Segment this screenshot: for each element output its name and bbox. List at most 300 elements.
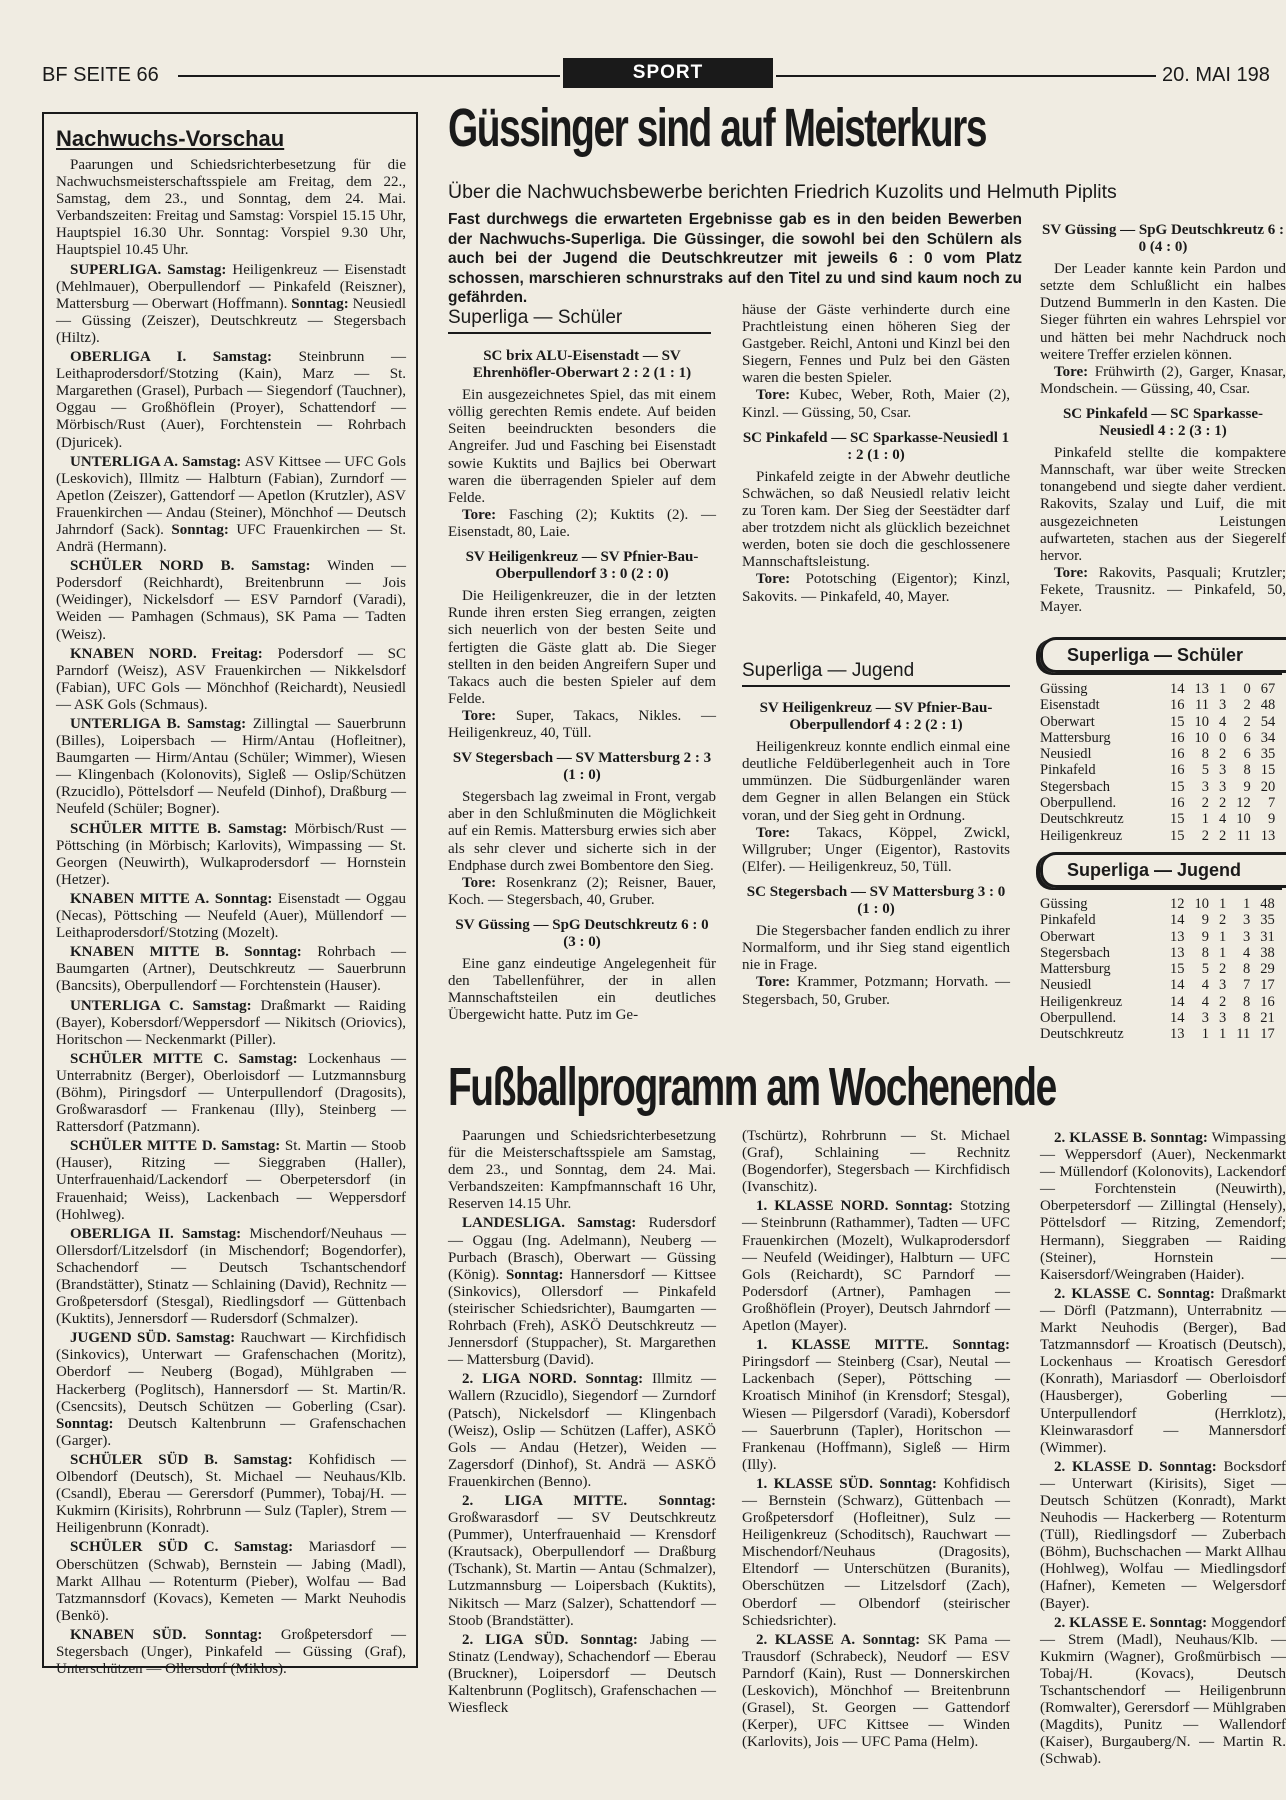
table-row: [1040, 912, 1275, 928]
article-paragraph: Pinkafeld stellte die kompaktere Mannschaft, war über weite Strecken tonangebend und siegte daher verdient. Rakovits, Szalay und Luif, die mit ausgezeichneten Leistungen aufwarteten, stachen aus der Siegerelf hervor.: [1040, 445, 1286, 564]
article-paragraph: Die Heiligenkreuzer, die in der letzten Runde ihren ersten Sieg errangen, zeigten sich neuerlich von der besten Seite und fertigten die Gäste glatt ab. Die Sieger stellten in den beiden Angreifern Super und Takacs auch die besten Spieler auf dem Felde.: [448, 588, 716, 707]
item-heading: SCHÜLER MITTE C. Samstag:: [70, 1050, 298, 1067]
page-number: BF SEITE 66: [42, 64, 159, 86]
table-value: 0: [1219, 729, 1227, 746]
fixture-paragraph: [742, 1632, 1010, 1752]
table-row: [1040, 929, 1275, 945]
vorschau-item: [56, 1627, 406, 1678]
item-text: Stotzing — Steinbrunn (Rathammer), Tadten — UFC Frauenkirchen (Mozelt), Wulkaprodersdorf — Neufeld (Weidinger), Halbturn — UFC Gols (Reichardt), SC Parndorf — Podersdorf (Artner), Pamhagen — Großhöflein (Proyer), Deutsch Jahrndorf — Apetlon (Mayer).: [742, 1198, 1010, 1335]
vorschau-item: [56, 349, 406, 452]
item-text: Rudersdorf — Oggau (Ing. Adelmann), Neuberg — Purbach (Brasch), Oberwart — Güssing (König).: [448, 1215, 716, 1283]
item-text: Mariasdorf — Oberschützen (Schwab), Bernstein — Jabing (Madl), Markt Allhau — Rotenturm (Pieber), Wolfau — Bad Tatzmannsdorf (Kovacs), Kemeten — Markt Neuhodis (Benkö).: [56, 1539, 406, 1624]
match-heading: SC Stegersbach — SV Mattersburg 3 : 0 (1 : 0): [746, 883, 1006, 918]
team-name: Stegersbach: [1040, 778, 1111, 795]
table-value: 1: [1219, 681, 1227, 697]
goals-label: Tore:: [756, 824, 791, 841]
table-value: 2: [1219, 827, 1227, 844]
article-paragraph: Die Stegersbacher fanden endlich zu ihrer Normalform, und ihr Sieg stand eigentlich nie in Frage.: [742, 923, 1010, 974]
item-text: Großpetersdorf — Stegersbach (Unger), Pinkafeld — Güssing (Graf), Unterschützen — Ollersdorf (Miklos).: [56, 1626, 406, 1678]
item-heading-2: Sonntag:: [291, 295, 349, 312]
table-value: 3: [1201, 1010, 1209, 1027]
team-name: Mattersburg: [1040, 729, 1111, 746]
table-value: 2: [1219, 746, 1227, 763]
team-name: Stegersbach: [1040, 944, 1111, 961]
item-text: Zillingtal — Sauerbrunn (Billes), Loipersbach — Hirm/Antau (Hofleitner), Baumgarten — Hirm/Antau (Schüler; Wimmer), Wiesen — Klingenbach (Kolonovits), Sigleß — Oslip/Schützen (Rzucidlo), Pöttelsdorf — Neufeld (Dinhof), Draßburg — Neufeld (Schüler; Bogner).: [56, 716, 406, 818]
programm-column-1: [448, 1128, 716, 1778]
item-heading: 2. KLASSE E. Sonntag:: [1054, 1614, 1208, 1631]
table-value: 13: [1260, 827, 1276, 844]
table-value: 10: [1194, 896, 1209, 912]
team-name: Oberwart: [1040, 713, 1095, 730]
table-value: 6: [1243, 729, 1251, 746]
item-heading: SCHÜLER SÜD B. Samstag:: [70, 1451, 293, 1468]
table-row: [1040, 994, 1275, 1010]
article-paragraph: Eine ganz eindeutige Angelegenheit für den Tabellenführer, der in allen Mannschaftsteilen ein deutliches Übergewicht hatte. Putz im Ge-: [448, 956, 716, 1024]
item-text: Draßmarkt — Dörfl (Patzmann), Unterrabnitz — Markt Neuhodis (Berger), Bad Tatzmannsdorf — Kroatisch (Deutsch), Lockenhaus — Kroatisch Geresdorf (Konrath), Mariasdorf — Oberloisdorf (Hausberger), Goberling — Unterpullendorf (Herrklotz), Kleinwarasdorf — Mannersdorf (Wimmer).: [1040, 1285, 1286, 1456]
table-row: [1040, 681, 1275, 697]
table-value: 2: [1219, 912, 1227, 929]
article-column-2a: [742, 302, 1010, 632]
team-name: Güssing: [1040, 681, 1088, 697]
table-value: 11: [1195, 697, 1209, 714]
table-value: 2: [1201, 827, 1209, 844]
team-name: Deutschkreutz: [1040, 811, 1124, 828]
item-heading: KNABEN NORD. Freitag:: [70, 645, 263, 662]
table-value: 14: [1170, 912, 1185, 929]
vorschau-item: [56, 944, 406, 995]
team-name: Neusiedl: [1040, 977, 1092, 994]
team-name: Oberwart: [1040, 928, 1095, 945]
table-value: 1: [1219, 944, 1227, 961]
section-label: SPORT: [563, 58, 773, 88]
item-heading: 2. KLASSE A. Sonntag:: [756, 1631, 921, 1648]
item-text-2: UFC Frauenkirchen — St. Andrä (Hermann).: [56, 521, 406, 556]
table-value: 9: [1268, 811, 1276, 828]
table-value: 4: [1219, 713, 1227, 730]
item-heading-2: Sonntag:: [505, 1266, 564, 1283]
item-heading: 2. LIGA MITTE. Sonntag:: [462, 1492, 716, 1509]
table-value: 7: [1242, 977, 1251, 994]
table-value: 14: [1170, 977, 1185, 994]
table-row: [1040, 1026, 1275, 1042]
vorschau-item: [56, 891, 406, 942]
table-value: 20: [1260, 778, 1276, 795]
goals-label: Tore:: [462, 707, 497, 724]
article-column-3: [1040, 214, 1286, 624]
item-text: Illmitz — Wallern (Rzucidlo), Siegendorf — Zurndorf (Patsch), Nickelsdorf — Klingenbach (Weisz), Oslip — Schützen (Laffer), ASKÖ Gols — Andau (Hetzer), Weiden — Zagersdorf (Dinhof), St. Andrä — ASKÖ Frauenkirchen (Benno).: [448, 1371, 716, 1490]
team-name: Eisenstadt: [1040, 697, 1100, 714]
goals-label: Tore:: [1054, 363, 1089, 380]
item-text: Eisenstadt — Oggau (Necas), Pöttsching — Neufeld (Auer), Müllendorf — Leithaprodersdorf/Stotzing (Mozelt).: [56, 890, 406, 942]
table-value: 16: [1170, 795, 1185, 812]
match-heading: SC Pinkafeld — SC Sparkasse-Neusiedl 1 : 2 (1 : 0): [742, 429, 1010, 463]
table-row: [1040, 746, 1275, 762]
table-value: 8: [1201, 944, 1209, 961]
team-name: Mattersburg: [1040, 961, 1111, 978]
goals-line: [742, 571, 1010, 605]
item-text-2: Hannersdorf — Kittsee (Sinkovics), Ollersdorf — Pinkafeld (steirischer Schiedsrichter), Baumgarten — Rohrbach (Freh), ASKÖ Deutschkreutz — Jennersdorf (Stuppacher), St. Margarethen — Mattersburg (David).: [448, 1266, 716, 1369]
table-row: [1040, 945, 1275, 961]
team-name: Oberpullend.: [1040, 1010, 1117, 1027]
table-value: 48: [1260, 697, 1276, 714]
table-row: [1040, 795, 1275, 811]
item-text: Großwarasdorf — SV Deutschkreutz (Pummer), Unterfrauenhaid — Krensdorf (Krautsack), Oberpullendorf — Draßburg (Tschank), St. Martin — Antau (Schmalzer), Lutzmannsburg — Loipersbach (Kuktits), Nikitsch — Marz (Salzer), Schattendorf — Stoob (Brandstätter).: [448, 1510, 716, 1629]
table-row: [1040, 1010, 1275, 1026]
table-value: 1: [1219, 896, 1227, 912]
article-lead: Fast durchwegs die erwarteten Ergebnisse gab es in den beiden Bewerben der Nachwuchs-Superliga. Die Güssinger, die sowohl bei den Schülern als auch bei der Jugend die Deutschkreutzer mit jeweils 6 : 0 vom Platz schossen, marschieren schnurstraks auf den Titel zu und sind kaum noch zu gefährden.: [448, 211, 1022, 306]
item-text: Rohrbach — Baumgarten (Artner), Deutschkreutz — Sauerbrunn (Bancsits), Oberpullendorf — Forchtenstein (Hauser).: [56, 944, 406, 995]
table-value: 16: [1170, 729, 1185, 746]
article-paragraph: Ein ausgezeichnetes Spiel, das mit einem völlig gerechten Remis endete. Auf beiden Seiten beeindruckten besonders die Angreifer. Jud und Fasching bei Eisenstadt sowie Kuktits und Bajlics bei Oberwart waren die überragenden Spieler auf dem Felde.: [448, 387, 716, 506]
item-text: Bocksdorf — Unterwart (Kirisits), Siget — Deutsch Schützen (Konradt), Markt Neuhodis — Hackerberg — Rotenturm (Tüll), Riedlingsdorf — Zuberbach (Böhm), Buchschachen — Markt Allhau (Hohlweg), Wolfau — Miedlingsdorf (Hafner), Kemeten — Welgersdorf (Bayer).: [1040, 1458, 1286, 1612]
goals-line: [448, 875, 716, 909]
table-schueler: [1040, 637, 1286, 844]
table-value: 8: [1242, 993, 1251, 1010]
table-value: 3: [1219, 1010, 1227, 1027]
goals-line: [742, 387, 1010, 421]
header-rule-right: [776, 75, 1156, 77]
item-text: SK Pama — Trausdorf (Schrabeck), Neudorf — ESV Parndorf (Kain), Rust — Donnerskirchen (Leskovich), Mönchhof — Breitenbrunn (Grasel), St. Georgen — Gattendorf (Kerper), UFC Kittsee — Winden (Karlovits), Jois — UFC Pama (Helm).: [742, 1631, 1011, 1751]
goals-line: [1040, 364, 1286, 398]
table-jugend-title: Superliga — Jugend: [1040, 852, 1286, 888]
item-text: Steinbrunn — Leithaprodersdorf/Stotzing (Kain), Marz — St. Margarethen (Grasel), Purbach — Siegendorf (Tauchner), Oggau — Großhöflein (Proyer), Schattendorf — Mörbisch/Rust (Auer), Forchtenstein — Rohrbach (Djuricek).: [56, 349, 406, 451]
goals-line: [448, 507, 716, 541]
subheadline: Über die Nachwuchsbewerbe berichten Friedrich Kuzolits und Helmuth Piplits: [448, 181, 1117, 203]
table-value: 35: [1260, 746, 1276, 763]
table-value: 6: [1243, 746, 1251, 763]
match-heading: SV Heiligenkreuz — SV Pfnier-Bau-Oberpullendorf 3 : 0 (2 : 0): [465, 549, 699, 583]
table-value: 5: [1201, 961, 1209, 978]
issue-date: 20. MAI 198: [1162, 64, 1270, 86]
item-heading: UNTERLIGA B. Samstag:: [70, 716, 247, 732]
goals-text: Frühwirth (2), Garger, Knasar, Mondschein. — Güssing, 40, Csar.: [1040, 363, 1286, 397]
item-text-2: Deutsch Kaltenbrunn — Grafenschachen (Garger).: [56, 1415, 406, 1449]
vorschau-item: [56, 454, 406, 557]
table-value: 7: [1268, 795, 1276, 812]
table-value: 2: [1219, 795, 1227, 812]
table-value: 12: [1170, 896, 1185, 912]
table-value: 38: [1260, 944, 1275, 961]
match-heading: SV Heiligenkreuz — SV Pfnier-Bau-Oberpullendorf 4 : 2 (2 : 1): [759, 700, 993, 734]
table-value: 3: [1242, 912, 1251, 929]
goals-label: Tore:: [462, 506, 497, 523]
table-value: 8: [1242, 961, 1251, 978]
table-value: 4: [1242, 944, 1251, 961]
item-text: Mörbisch/Rust — Pöttsching (in Mörbisch; Karlovits), Wimpassing — St. Georgen (Neuwirth), Wulkaprodersdorf — Hornstein (Hetzer).: [56, 820, 406, 888]
item-heading: SCHÜLER MITTE D. Samstag:: [70, 1138, 281, 1155]
item-heading: 2. LIGA SÜD. Sonntag:: [462, 1631, 638, 1648]
item-text-2: Neusiedl — Güssing (Zeiszer), Deutschkreutz — Stegersbach (Hiltz).: [56, 295, 406, 346]
headline-main: Güssinger sind auf Meisterkurs: [448, 98, 987, 158]
item-heading: SCHÜLER MITTE B. Samstag:: [70, 820, 288, 837]
programm-column-3: [1040, 1128, 1286, 1778]
goals-line: [1040, 565, 1286, 616]
goals-text: Fasching (2); Kuktits (2). — Eisenstadt, 80, Laie.: [448, 506, 716, 540]
article-paragraph: häuse der Gäste verhinderte durch eine Prachtleistung einen höheren Sieg der Gastgeber. Reichl, Antoni und Kinzl bei den Siegern, Fennes und Pulz bei den Gästen waren die besten Spieler.: [742, 302, 1010, 387]
table-value: 9: [1243, 778, 1251, 795]
fixture-paragraph: [1040, 1286, 1286, 1457]
table-row: [1040, 977, 1275, 993]
item-text: St. Martin — Stoob (Hauser), Ritzing — Sieggraben (Haller), Unterfrauenhaid/Lackendorf — Oberpetersdorf (in Frauenhaid; Weiss), Lackenbach — Weppersdorf (Hohlweg).: [56, 1138, 406, 1223]
table-value: 14: [1170, 681, 1185, 697]
table-value: 1: [1201, 1026, 1209, 1043]
table-row: [1040, 714, 1275, 730]
fixture-paragraph: [448, 1215, 716, 1369]
goals-text: Krammer, Potzmann; Horvath. — Stegersbach, 50, Gruber.: [742, 974, 1010, 1008]
article-paragraph: (Tschürtz), Rohrbrunn — St. Michael (Graf), Schlaining — Rechnitz (Bogendorfer), Stegersbach — Kirchfidisch (Ivanschitz).: [742, 1128, 1010, 1196]
goals-text: Super, Takacs, Nikles. — Heiligenkreuz, 40, Tüll.: [448, 707, 716, 741]
table-value: 13: [1170, 1026, 1185, 1043]
vorschau-intro: Paarungen und Schiedsrichterbesetzung für die Nachwuchsmeisterschaftsspiele am Freitag, dem 22., Samstag, dem 23., und Sonntag, dem 24. Mai. Verbandszeiten: Freitag und Samstag: Vorspiel 15.15 Uhr, Hauptspiel 16.30 Uhr. Sonntag: Vorspiel 9.30 Uhr, Hauptspiel 10.45 Uhr.: [56, 157, 406, 259]
goals-label: Tore:: [1054, 564, 1089, 581]
item-heading: 2. LIGA NORD. Sonntag:: [462, 1371, 644, 1388]
table-value: 1: [1242, 896, 1251, 912]
table-value: 8: [1201, 746, 1209, 763]
item-heading: 2. KLASSE D. Sonntag:: [1054, 1458, 1217, 1475]
team-name: Pinkafeld: [1040, 912, 1096, 929]
match-heading: SV Stegersbach — SV Mattersburg 2 : 3 (1 : 0): [452, 750, 712, 784]
item-text: Draßmarkt — Raiding (Bayer), Kobersdorf/Weppersdorf — Nikitsch (Oriovics), Horitschon — Neckenmarkt (Piller).: [56, 997, 406, 1048]
item-heading: LANDESLIGA. Samstag:: [462, 1215, 637, 1232]
team-name: Heiligenkreuz: [1040, 993, 1123, 1010]
vorschau-title: Nachwuchs-Vorschau: [56, 126, 285, 151]
goals-text: Pototsching (Eigentor); Kinzl, Sakovits. — Pinkafeld, 40, Mayer.: [742, 571, 1010, 605]
table-value: 54: [1260, 713, 1276, 730]
table-value: 21: [1260, 1010, 1275, 1027]
fixture-paragraph: [448, 1632, 716, 1717]
headline-programm: Fußballprogramm am Wochenende: [448, 1057, 1056, 1117]
table-value: 48: [1260, 896, 1275, 912]
item-text: Winden — Podersdorf (Reichhardt), Breitenbrunn — Jois (Weidinger), Nickelsdorf — ESV Parndorf (Varadi), Weiden — Pamhagen (Schmaus), SK Pama — Tadten (Weisz).: [56, 558, 406, 643]
item-heading: KNABEN MITTE A. Sonntag:: [70, 890, 273, 907]
item-heading-2: Sonntag:: [171, 521, 229, 538]
vorschau-item: [56, 1226, 406, 1329]
vorschau-item: [56, 646, 406, 714]
table-value: 2: [1201, 795, 1209, 812]
section-superliga-schueler: Superliga — Schüler: [448, 307, 711, 334]
fixture-paragraph: [1040, 1459, 1286, 1613]
item-heading: KNABEN MITTE B. Sonntag:: [70, 944, 302, 961]
table-value: 11: [1236, 1026, 1251, 1043]
table-value: 17: [1260, 977, 1275, 994]
table-value: 10: [1194, 729, 1209, 746]
vorschau-item: [56, 821, 406, 889]
table-value: 4: [1201, 993, 1209, 1010]
table-row: [1040, 762, 1275, 778]
match-heading: SC brix ALU-Eisenstadt — SV Ehrenhöfler-Oberwart 2 : 2 (1 : 1): [472, 348, 692, 382]
goals-line: [742, 974, 1010, 1008]
goals-text: Takacs, Köppel, Zwickl, Willgruber; Unger (Eigentor), Rastovits (Elfer). — Heiligenkreuz, 50, Tüll.: [742, 824, 1010, 875]
table-value: 17: [1260, 1026, 1275, 1043]
table-value: 1: [1201, 811, 1209, 828]
table-value: 34: [1260, 729, 1276, 746]
table-value: 2: [1243, 697, 1251, 714]
item-heading: 1. KLASSE MITTE. Sonntag:: [756, 1337, 1010, 1354]
table-value: 15: [1170, 961, 1185, 978]
item-text: Rauchwart — Kirchfidisch (Sinkovics), Unterwart — Grafenschachen (Moritz), Oberdorf — Neuberg (Bogad), Mühlgraben — Hackerberg (Poglitsch), Hannersdorf — St. Martin/R. (Csencsits), Deutsch Schützen — Goberling (Csar).: [56, 1330, 407, 1415]
table-value: 5: [1201, 762, 1209, 779]
nachwuchs-vorschau-box: [42, 112, 418, 1678]
programm-column-2: [742, 1128, 1010, 1778]
table-value: 8: [1243, 762, 1251, 779]
table-value: 9: [1201, 928, 1209, 945]
table-value: 2: [1219, 961, 1227, 978]
item-heading: 2. KLASSE C. Sonntag:: [1054, 1285, 1215, 1302]
table-value: 3: [1242, 928, 1251, 945]
item-text: Kohfidisch — Olbendorf (Deutsch), St. Michael — Neuhaus/Klb. (Csandl), Eberau — Gerersdorf (Pummer), Tobaj/H. — Kukmirn (Kirisits), Rohrbrunn — Sulz (Tapler), Strem — Heiligenbrunn (Konradt).: [56, 1451, 406, 1537]
item-heading: 1. KLASSE SÜD. Sonntag:: [756, 1475, 937, 1492]
table-value: 13: [1170, 928, 1185, 945]
article-paragraph: Stegersbach lag zweimal in Front, vergab aber in den Schlußminuten die Möglichkeit auf ein Remis. Mattersburg erwies sich aber als sehr clever und sicherte sich in der Endphase durch zwei Bombentore den Sieg.: [448, 789, 716, 874]
match-heading: SV Güssing — SpG Deutschkreutz 6 : 0 (4 : 0): [1042, 222, 1284, 256]
item-text: Piringsdorf — Steinberg (Csar), Neutal — Lackenbach (Seper), Pöttsching — Kroatisch Minihof (in Krensdorf; Stesgal), Wiesen — Pilgersdorf (Varadi), Kobersdorf — Sauerbrunn (Tapler), Horitschon — Frankenau (Hoffmann), Sigleß — Hirm (Illy).: [742, 1354, 1010, 1473]
item-text: Moggendorf — Strem (Madl), Neuhaus/Klb. — Kukmirn (Wagner), Großmürbisch — Tobaj/H. (Kovacs), Deutsch Tschantschendorf — Heiligenbrunn (Romwalter), Gerersdorf — Mühlgraben (Magdits), Punitz — Wallendorf (Kaiser), Burgauberg/N. — Martin R. (Schwab).: [1040, 1614, 1286, 1768]
item-heading: SCHÜLER NORD B. Samstag:: [70, 558, 311, 575]
table-value: 3: [1219, 697, 1227, 714]
table-value: 2: [1219, 993, 1227, 1010]
item-heading: 1. KLASSE NORD. Sonntag:: [756, 1198, 953, 1215]
item-text: Jabing — Stinatz (Lendway), Schachendorf — Eberau (Bruckner), Loipersdorf — Deutsch Kaltenbrunn (Poglitsch), Grafenschachen — Wiesfleck: [448, 1631, 716, 1717]
table-row: [1040, 779, 1275, 795]
match-heading: SV Güssing — SpG Deutschkreutz 6 : 0 (3 : 0): [455, 916, 709, 950]
fixture-paragraph: [742, 1198, 1010, 1335]
table-value: 16: [1170, 697, 1185, 714]
goals-text: Rosenkranz (2); Reisner, Bauer, Koch. — Stegersbach, 40, Gruber.: [448, 874, 716, 908]
item-text: Podersdorf — SC Parndorf (Weisz), ASV Frauenkirchen — Nikkelsdorf (Fabian), UFC Gols — Mönchhof (Reichardt), Neusiedl — ASK Gols (Schmaus).: [56, 645, 406, 713]
table-value: 67: [1260, 681, 1276, 697]
header-rule-left: [178, 75, 560, 77]
article-paragraph: Heiligenkreuz konnte endlich einmal eine deutliche Feldüberlegenheit auch in Tore ummünzen. Die Südburgenländer waren dem Gegner in allen Belangen ein Stück voran, und der Sieg geht in Ordnung.: [742, 739, 1010, 824]
table-value: 15: [1170, 778, 1185, 795]
item-text: Lockenhaus — Unterrabnitz (Berger), Oberloisdorf — Lutzmannsburg (Böhm), Piringsdorf — Unterpullendorf (Dragosits), Großwarasdorf — Frankenau (Illy), Steinberg — Rattersdorf (Patzmann).: [56, 1050, 406, 1136]
standings-schueler: [1040, 681, 1275, 844]
table-row: [1040, 811, 1275, 827]
goals-line: [742, 825, 1010, 876]
table-row: [1040, 961, 1275, 977]
fixture-paragraph: [448, 1371, 716, 1491]
table-value: 9: [1201, 912, 1209, 929]
table-value: 12: [1236, 795, 1251, 812]
table-value: 15: [1170, 713, 1185, 730]
goals-label: Tore:: [756, 387, 791, 404]
goals-line: [448, 708, 716, 742]
table-value: 16: [1260, 993, 1275, 1010]
table-value: 13: [1170, 944, 1185, 961]
table-value: 29: [1260, 961, 1275, 978]
table-row: [1040, 730, 1275, 746]
table-value: 3: [1219, 778, 1227, 795]
table-value: 8: [1242, 1010, 1251, 1027]
team-name: Deutschkreutz: [1040, 1026, 1124, 1043]
standings-jugend: [1040, 896, 1275, 1043]
article-paragraph: Der Leader kannte kein Pardon und setzte dem Schlußlicht ein halbes Dutzend Bummerln in den Kasten. Die Sieger führten ein wahres Lehrspiel vor und hätten bei mehr Nachdruck noch weitere Treffer erzielen können.: [1040, 261, 1286, 363]
table-value: 4: [1201, 977, 1209, 994]
table-jugend: [1040, 852, 1286, 1043]
fixture-paragraph: [742, 1337, 1010, 1474]
vorschau-item: [56, 1452, 406, 1537]
table-value: 16: [1170, 762, 1185, 779]
table-schueler-title: Superliga — Schüler: [1040, 637, 1286, 673]
table-value: 2: [1243, 713, 1251, 730]
table-row: [1040, 697, 1275, 713]
table-value: 15: [1170, 811, 1185, 828]
vorschau-item: [56, 1539, 406, 1624]
goals-text: Kubec, Weber, Roth, Maier (2), Kinzl. — Güssing, 50, Csar.: [742, 387, 1010, 421]
team-name: Oberpullend.: [1040, 795, 1117, 812]
vorschau-item: [56, 1051, 406, 1136]
table-value: 16: [1170, 746, 1185, 763]
goals-text: Rakovits, Pasquali; Krutzler; Fekete, Trausnitz. — Pinkafeld, 50, Mayer.: [1040, 564, 1286, 615]
table-value: 3: [1201, 778, 1209, 795]
vorschau-item: [56, 262, 406, 347]
vorschau-item: [56, 1138, 406, 1223]
item-text: Wimpassing — Weppersdorf (Auer), Neckenmarkt — Müllendorf (Kolonovits), Lackendorf — Forchtenstein (Neuwirth), Oberpetersdorf — Zillingtal (Hensely), Pöttelsdorf — Ritzing, Zemendorf; Hermann), Sieggraben — Raiding (Steiner), Hornstein — Kaisersdorf/Weingraben (Haider).: [1040, 1130, 1286, 1283]
table-value: 14: [1170, 993, 1185, 1010]
item-heading: 2. KLASSE B. Sonntag:: [1054, 1130, 1208, 1146]
table-value: 14: [1170, 1010, 1185, 1027]
item-heading: UNTERLIGA C. Samstag:: [70, 997, 252, 1014]
team-name: Güssing: [1040, 896, 1088, 912]
item-text: Kohfidisch — Bernstein (Schwarz), Güttenbach — Großpetersdorf (Hofleitner), Sulz — Heiligenkreuz (Schoditsch), Rauchwart — Mischendorf/Neuhaus (Dragosits), Eltendorf — Unterschützen (Buranits), Oberschützen — Litzelsdorf (Zach), Oberdorf — Olbendorf (steirischer Schiedsrichter).: [742, 1475, 1010, 1629]
article-paragraph: Paarungen und Schiedsrichterbesetzung für die Meisterschaftsspiele am Samstag, dem 23., und Sonntag, dem 24. Mai. Verbandszeiten: Kampfmannschaft 16 Uhr, Reserven 14.15 Uhr.: [448, 1128, 716, 1213]
table-value: 10: [1236, 811, 1251, 828]
article-column-1: [448, 340, 716, 1040]
vorschau-item: [56, 1330, 406, 1450]
item-text: ASV Kittsee — UFC Gols (Leskovich), Illmitz — Halbturn (Fabian), Zurndorf — Apetlon (Zeiszer), Gattendorf — Apetlon (Krutzler), ASV Frauenkirchen — Andau (Steiner), Mönchhof — Deutsch Jahrndorf (Sack).: [56, 453, 406, 538]
table-value: 11: [1236, 827, 1251, 844]
table-value: 3: [1219, 977, 1227, 994]
table-value: 10: [1194, 713, 1209, 730]
table-value: 13: [1194, 681, 1209, 697]
item-heading: SUPERLIGA. Samstag:: [70, 261, 227, 278]
match-heading: SC Pinkafeld — SC Sparkasse-Neusiedl 4 : 2 (3 : 1): [1062, 405, 1264, 440]
item-heading: JUGEND SÜD. Samstag:: [70, 1330, 236, 1347]
item-text: Heiligenkreuz — Eisenstadt (Mehlmauer), Oberpullendorf — Pinkafeld (Reiszner), Mattersburg — Oberwart (Hoffmann).: [56, 261, 406, 312]
item-heading: KNABEN SÜD. Sonntag:: [70, 1626, 263, 1643]
team-name: Pinkafeld: [1040, 762, 1096, 779]
table-value: 15: [1260, 762, 1276, 779]
table-value: 3: [1219, 762, 1227, 779]
item-heading: OBERLIGA I. Samstag:: [70, 349, 272, 366]
team-name: Heiligenkreuz: [1040, 827, 1123, 844]
table-row: [1040, 828, 1275, 844]
article-paragraph: Pinkafeld zeigte in der Abwehr deutliche Schwächen, so daß Neusiedl relativ leicht zu Toren kam. Der Sieg der Seestädter darf aber trotzdem nicht als glücklich bezeichnet werden, boten sie doch die geschlossenere Mannschaftsleistung.: [742, 468, 1010, 571]
fixture-paragraph: [1040, 1130, 1286, 1284]
table-row: [1040, 896, 1275, 912]
goals-label: Tore:: [756, 974, 791, 991]
section-superliga-jugend: Superliga — Jugend: [742, 660, 1010, 687]
table-value: 35: [1260, 912, 1275, 929]
table-value: 15: [1170, 827, 1185, 844]
table-value: 1: [1219, 928, 1227, 945]
item-heading: UNTERLIGA A. Samstag:: [70, 453, 242, 470]
goals-label: Tore:: [462, 874, 497, 891]
article-column-2b: [742, 692, 1010, 1042]
table-value: 31: [1260, 928, 1275, 945]
goals-label: Tore:: [756, 571, 791, 588]
item-heading-2: Sonntag:: [56, 1415, 114, 1432]
item-heading: SCHÜLER SÜD C. Samstag:: [70, 1539, 294, 1556]
item-text: Mischendorf/Neuhaus — Ollersdorf/Litzelsdorf (in Mischendorf; Bogendorfer), Schachendorf — Deutsch Tschantschendorf (Brandstätter), Stinatz — Schlaining (David), Rechnitz — Großpetersdorf (Stesgal), Riedlingsdorf — Güttenbach (Kuktits), Jennersdorf — Rudersdorf (Schmalzer).: [56, 1225, 406, 1328]
table-value: 0: [1243, 681, 1251, 697]
fixture-paragraph: [1040, 1615, 1286, 1769]
vorschau-item: [56, 998, 406, 1049]
table-value: 4: [1219, 811, 1227, 828]
team-name: Neusiedl: [1040, 746, 1092, 763]
vorschau-item: [56, 716, 406, 819]
item-heading: OBERLIGA II. Samstag:: [70, 1225, 242, 1242]
vorschau-item: [56, 558, 406, 643]
